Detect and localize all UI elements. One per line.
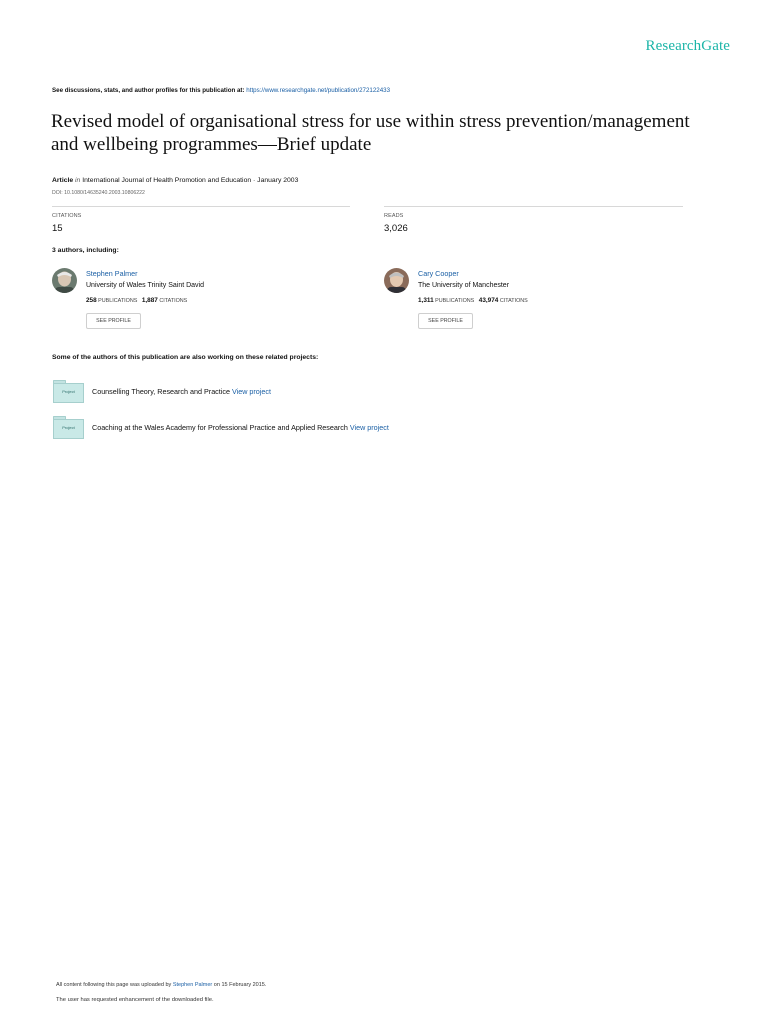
- request-note: The user has requested enhancement of the downloaded file.: [56, 997, 214, 1003]
- project-icon-label: Project: [62, 425, 75, 430]
- doi: DOI: 10.1080/14635240.2003.10806222: [52, 190, 145, 196]
- project-name: Counselling Theory, Research and Practice: [92, 387, 230, 396]
- project-item: [52, 380, 652, 404]
- publications-count: 258: [86, 297, 97, 304]
- researchgate-logo[interactable]: ResearchGate: [645, 38, 730, 54]
- see-profile-button[interactable]: SEE PROFILE: [86, 313, 141, 329]
- project-text: [92, 387, 271, 396]
- publications-label: PUBLICATIONS: [98, 298, 138, 304]
- publications-label: PUBLICATIONS: [435, 298, 475, 304]
- author-photo-icon: [384, 268, 409, 293]
- journal-name: International Journal of Health Promotion and Education · January 2003: [82, 177, 299, 184]
- author-photo-icon: [52, 268, 77, 293]
- project-icon-label: Project: [62, 389, 75, 394]
- project-folder-icon: [53, 380, 84, 403]
- project-name: Coaching at the Wales Academy for Professional Practice and Applied Research: [92, 423, 348, 432]
- see-profile-button[interactable]: SEE PROFILE: [418, 313, 473, 329]
- author-citations-count: 1,887: [141, 297, 158, 304]
- divider-left: [52, 206, 350, 207]
- project-folder-icon: [53, 416, 84, 439]
- citations-count: 15: [52, 223, 63, 234]
- author-institution: University of Wales Trinity Saint David: [86, 282, 204, 289]
- project-text: [92, 423, 389, 432]
- author-stats: [418, 297, 528, 304]
- author-card: [52, 268, 352, 332]
- author-citations-label: CITATIONS: [159, 298, 188, 304]
- author-card: [384, 268, 684, 332]
- in-word: in: [75, 177, 81, 184]
- author-institution: The University of Manchester: [418, 282, 510, 289]
- article-type: Article: [52, 177, 74, 184]
- project-item: [52, 416, 652, 440]
- reads-label: READS: [384, 213, 404, 219]
- citations-label: CITATIONS: [52, 213, 82, 219]
- upload-note: [56, 982, 266, 988]
- author-citations-label: CITATIONS: [499, 298, 528, 304]
- upload-prefix: All content following this page was uploaded by: [56, 982, 172, 988]
- paper-title: Revised model of organisational stress for use within stress prevention/management and wellbeing programmes—Brief update: [51, 111, 690, 155]
- author-name-link[interactable]: Cary Cooper: [418, 269, 459, 278]
- view-project-link[interactable]: View project: [231, 387, 271, 396]
- avatar[interactable]: [52, 268, 77, 293]
- url-prefix: See discussions, stats, and author profiles for this publication at:: [52, 87, 245, 94]
- publications-count: 1,311: [418, 297, 434, 304]
- authors-heading: 3 authors, including:: [52, 247, 119, 254]
- upload-suffix: on 15 February 2015.: [213, 982, 267, 988]
- author-name-link[interactable]: Stephen Palmer: [86, 269, 138, 278]
- reads-count: 3,026: [384, 223, 408, 234]
- publication-url-link[interactable]: https://www.researchgate.net/publication/272122433: [246, 87, 391, 94]
- publication-url-line: [52, 87, 390, 94]
- author-stats: [86, 297, 187, 304]
- divider-right: [384, 206, 683, 207]
- article-meta: [52, 177, 298, 184]
- author-citations-count: 43,974: [478, 297, 499, 304]
- avatar[interactable]: [384, 268, 409, 293]
- uploader-link[interactable]: Stephen Palmer: [172, 982, 213, 988]
- view-project-link[interactable]: View project: [349, 423, 389, 432]
- related-projects-heading: Some of the authors of this publication are also working on these related projects:: [52, 354, 319, 361]
